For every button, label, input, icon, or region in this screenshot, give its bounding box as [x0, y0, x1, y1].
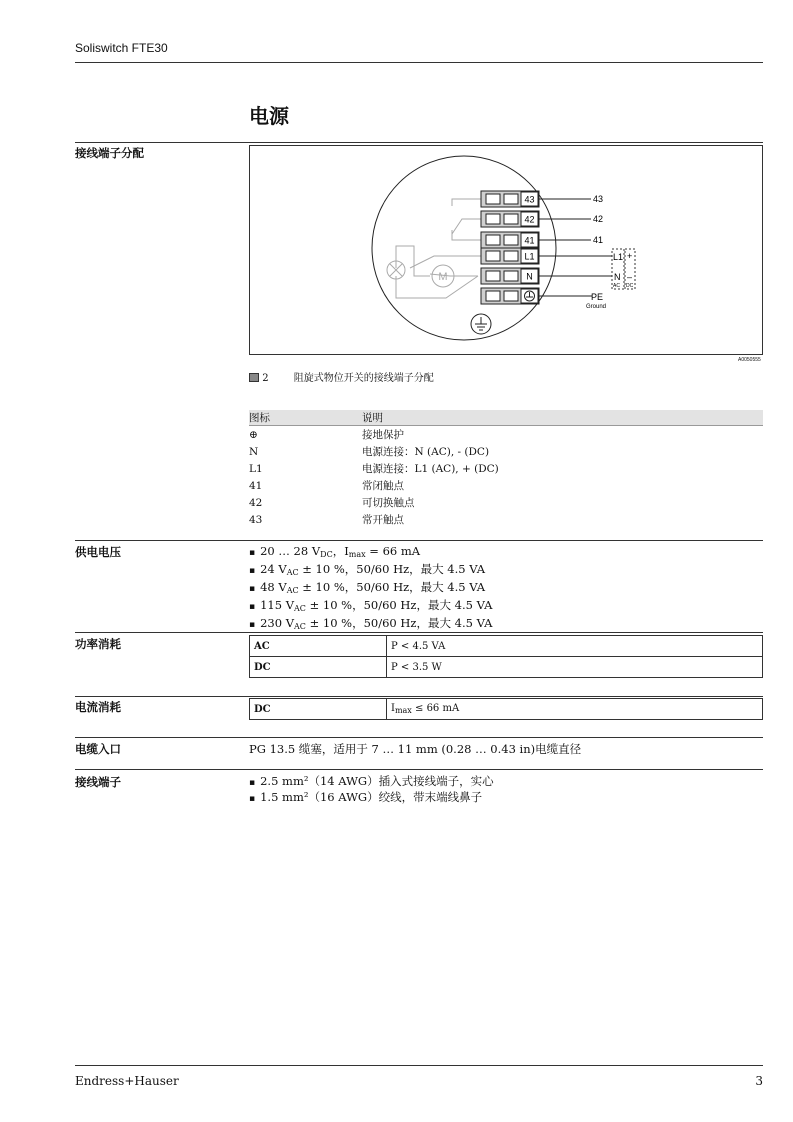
- terminal-label: N: [526, 271, 533, 282]
- cell: P < 3.5 W: [387, 657, 763, 678]
- divider: [75, 632, 763, 633]
- text-part: 20 … 28 V: [260, 544, 321, 558]
- table-row: [250, 699, 763, 720]
- terminal-label: 42: [524, 214, 535, 225]
- terminal-block: [481, 248, 539, 264]
- text-part: 115 V: [260, 598, 295, 612]
- text-part: max: [348, 550, 366, 559]
- outer-label-42: 42: [593, 214, 604, 224]
- terminal-assignment-label: 接线端子分配: [75, 146, 144, 160]
- text-part: ± 10 %，50/60 Hz，最大 4.5 VA: [305, 598, 493, 612]
- header-title: Soliswitch FTE30: [75, 41, 168, 55]
- divider: [75, 696, 763, 697]
- power-consumption-table: [249, 635, 763, 678]
- outer-label-43: 43: [593, 194, 604, 204]
- text-part: 48 V: [260, 580, 287, 594]
- list-item: ▪ 1.5 mm²（16 AWG）绞线，带末端线鼻子: [249, 790, 494, 806]
- subscript: max: [394, 706, 412, 715]
- header-divider: [75, 62, 763, 63]
- legend-header-description: 说明: [362, 410, 763, 426]
- terminal-label: 41: [524, 235, 535, 246]
- wiring-diagram-svg: [250, 146, 762, 354]
- divider: [75, 769, 763, 770]
- text-part: AC: [286, 568, 299, 577]
- legend-symbol: 42: [249, 496, 263, 509]
- terminal-block: [481, 288, 539, 304]
- legend-row: [249, 426, 763, 444]
- text-part: ± 10 %，50/60 Hz，最大 4.5 VA: [305, 616, 493, 630]
- section-title: 电源: [249, 104, 289, 128]
- cable-entry-text: PG 13.5 缆塞，适用于 7 … 11 mm (0.28 … 0.43 in)电缆直径: [249, 742, 582, 756]
- table-row: [250, 636, 763, 657]
- cell: [387, 699, 763, 720]
- legend-header: [249, 410, 763, 426]
- legend-symbol: N: [249, 445, 259, 458]
- figure-caption: [249, 369, 434, 384]
- supply-voltage-list: [249, 544, 492, 634]
- figure-number: 2: [262, 373, 269, 384]
- text-part: ± 10 %，50/60 Hz，最大 4.5 VA: [298, 580, 486, 594]
- outer-label-41: 41: [593, 235, 604, 245]
- value: ≤ 66 mA: [411, 703, 460, 714]
- text-part: AC: [286, 586, 299, 595]
- terminal-label: 43: [524, 194, 535, 205]
- legend-description: 电源连接：L1 (AC), + (DC): [362, 463, 499, 475]
- text-part: 230 V: [260, 616, 295, 630]
- cell: AC: [250, 636, 387, 657]
- supply-voltage-label: 供电电压: [75, 545, 121, 559]
- pe-label: PE: [591, 292, 604, 302]
- text-part: AC: [294, 622, 306, 631]
- motor-label: M: [438, 271, 448, 283]
- divider: [75, 540, 763, 541]
- ground-label: Ground: [586, 304, 607, 310]
- legend-description: 常闭触点: [362, 480, 404, 492]
- legend-row: [249, 460, 763, 477]
- l1-label: L1: [613, 252, 624, 262]
- table-row: [250, 657, 763, 678]
- cell: P < 4.5 VA: [387, 636, 763, 657]
- legend-header-symbol: 图标: [249, 410, 362, 426]
- legend-row: [249, 443, 763, 460]
- terminal-block: [481, 191, 539, 207]
- footer-brand: Endress+Hauser: [75, 1074, 179, 1088]
- divider: [75, 737, 763, 738]
- legend-row: [249, 511, 763, 528]
- dc-label: DC: [626, 283, 634, 289]
- text-part: ，I: [332, 544, 349, 558]
- figure-icon: [249, 373, 259, 382]
- ground-icon: [471, 314, 491, 334]
- legend-description: 可切换触点: [362, 497, 415, 509]
- cell: DC: [250, 657, 387, 678]
- cable-entry-label: 电缆入口: [75, 742, 121, 756]
- legend-row: [249, 477, 763, 494]
- list-item: [249, 544, 492, 562]
- legend-symbol: ⊕: [249, 428, 258, 441]
- legend-symbol: 43: [249, 513, 263, 526]
- wiring-diagram: [249, 145, 763, 355]
- terminals-label: 接线端子: [75, 775, 121, 789]
- footer-divider: [75, 1065, 763, 1066]
- terminals-list: [249, 774, 494, 806]
- plus-label: +: [627, 251, 633, 261]
- divider: [75, 142, 763, 143]
- text-part: 24 V: [260, 562, 287, 576]
- page-number: 3: [755, 1074, 763, 1088]
- figure-caption-text: 阻旋式物位开关的接线端子分配: [293, 373, 434, 384]
- power-consumption-label: 功率消耗: [75, 637, 121, 651]
- minus-label: –: [627, 272, 633, 282]
- cell: DC: [250, 699, 387, 720]
- legend-table: [249, 410, 763, 528]
- text-part: = 66 mA: [365, 544, 421, 558]
- terminal-block: [481, 268, 539, 284]
- current-consumption-label: 电流消耗: [75, 700, 121, 714]
- terminal-block: [481, 232, 539, 248]
- current-consumption-table: [249, 698, 763, 720]
- text-part: AC: [294, 604, 306, 613]
- list-item: [249, 580, 492, 598]
- text-part: ± 10 %，50/60 Hz，最大 4.5 VA: [298, 562, 486, 576]
- terminal-block: [481, 211, 539, 227]
- list-item: [249, 598, 492, 616]
- n-label: N: [614, 272, 621, 282]
- legend-row: [249, 494, 763, 511]
- legend-symbol: 41: [249, 479, 263, 492]
- terminal-label: L1: [524, 251, 535, 262]
- legend-description: 接地保护: [362, 429, 404, 441]
- figure-code: A0050555: [738, 357, 761, 363]
- symbol: I: [391, 703, 395, 714]
- legend-description: 常开触点: [362, 514, 404, 526]
- text-part: DC: [320, 550, 333, 559]
- list-item: [249, 562, 492, 580]
- ac-label: AC: [613, 283, 620, 289]
- list-item: ▪ 2.5 mm²（14 AWG）插入式接线端子，实心: [249, 774, 494, 790]
- legend-symbol: L1: [249, 462, 263, 475]
- legend-description: 电源连接：N (AC), - (DC): [362, 446, 490, 458]
